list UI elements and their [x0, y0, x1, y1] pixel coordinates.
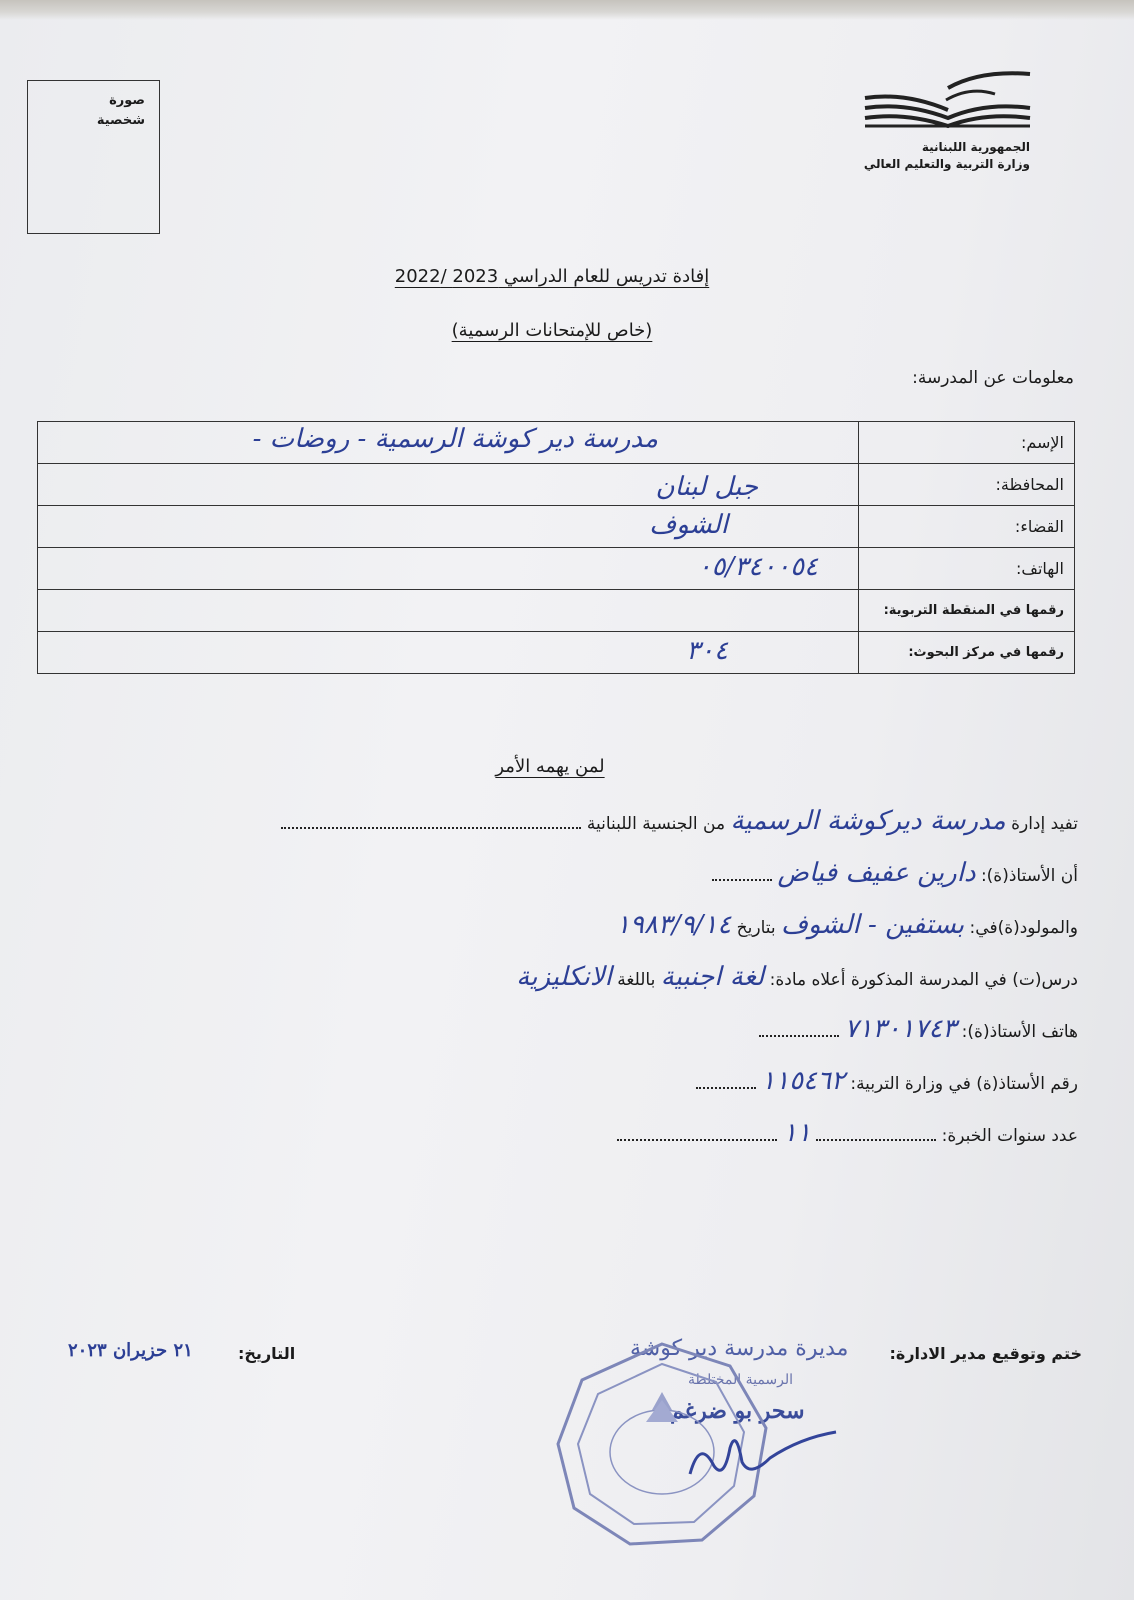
table-row: [38, 548, 1075, 590]
issuer-value: مدرسة ديركوشة الرسمية: [730, 806, 1006, 836]
ministry-number-prefix: رقم الأستاذ(ة) في وزارة التربية:: [850, 1074, 1078, 1094]
subject-value: لغة اجنبية: [660, 962, 765, 992]
statement-line-5: [759, 1014, 1078, 1044]
research-center-cell: [38, 632, 859, 674]
district-cell: [38, 506, 859, 548]
ministry-name: وزارة التربية والتعليم العالي: [863, 157, 1030, 171]
experience-prefix: عدد سنوات الخبرة:: [941, 1126, 1078, 1146]
district-label: القضاء:: [859, 506, 1075, 548]
to-whom-heading: لمن يهمه الأمر: [495, 756, 605, 777]
educational-zone-label: رقمها في المنقطة التربوية:: [859, 590, 1075, 632]
phone-cell: [38, 548, 859, 590]
dotted-line: [816, 1123, 936, 1141]
statement-line-2: [712, 858, 1078, 888]
page-top-shadow: [0, 0, 1134, 20]
table-row: [38, 422, 1075, 464]
dotted-line: [712, 863, 772, 881]
director-subtitle: الرسمية المختلطة: [688, 1372, 794, 1388]
governorate-value: جبل لبنان: [655, 472, 758, 502]
district-value: الشوف: [649, 510, 728, 540]
director-name: سحر بو ضرغم: [670, 1398, 805, 1424]
research-center-label: رقمها في مركز البحوث:: [859, 632, 1075, 674]
director-signature-mark: [680, 1418, 840, 1488]
subject-prefix: درس(ت) في المدرسة المذكورة أعلاه مادة:: [769, 970, 1078, 990]
birthplace-prefix: والمولود(ة)في:: [969, 918, 1078, 938]
school-name-label: الإسم:: [859, 422, 1075, 464]
table-row: [38, 464, 1075, 506]
document-title: إفادة تدريس للعام الدراسي 2023 /2022: [394, 266, 710, 287]
phone-label: الهاتف:: [859, 548, 1075, 590]
document-subtitle: (خاص للإمتحانات الرسمية): [451, 320, 653, 341]
date-value: ٢١ حزيران ٢٠٢٣: [68, 1340, 193, 1361]
country-name: الجمهورية اللبنانية: [921, 140, 1030, 154]
experience-value: ١١: [782, 1118, 811, 1148]
governorate-cell: [38, 464, 859, 506]
birthplace-value: بستفين - الشوف: [781, 910, 965, 940]
school-name-value: مدرسة دير كوشة الرسمية - روضات -: [252, 424, 658, 454]
governorate-label: المحافظة:: [859, 464, 1075, 506]
photo-box: [27, 80, 160, 234]
dotted-line: [617, 1123, 777, 1141]
ministry-number-value: ١١٥٤٦٢: [761, 1066, 845, 1096]
signature-label: ختم وتوقيع مدير الادارة:: [889, 1344, 1082, 1363]
birthdate-value: ١٩٨٣/٩/١٤: [615, 910, 732, 940]
date-label: التاريخ:: [238, 1344, 296, 1363]
teacher-phone-prefix: هاتف الأستاذ(ة):: [961, 1022, 1078, 1042]
statement-line-1: [281, 806, 1078, 836]
ministry-logo: [860, 68, 1060, 178]
photo-label: صورة: [109, 93, 145, 108]
director-title: مديرة مدرسة دير كوشة: [630, 1336, 849, 1361]
birthdate-label: بتاريخ: [736, 918, 776, 938]
school-info-table: [37, 421, 1075, 674]
teacher-prefix: أن الأستاذ(ة):: [980, 866, 1078, 886]
language-label: باللغة: [617, 970, 656, 990]
table-row: [38, 632, 1075, 674]
school-name-cell: [38, 422, 859, 464]
table-row: [38, 506, 1075, 548]
dotted-line: [696, 1071, 756, 1089]
dotted-line: [281, 811, 581, 829]
teacher-name-value: دارين عفيف فياض: [777, 858, 976, 888]
statement-line-7: [617, 1118, 1078, 1148]
statement-line-4: [516, 962, 1078, 992]
educational-zone-cell: [38, 590, 859, 632]
photo-label-2: شخصية: [96, 113, 145, 128]
research-center-value: ٣٠٤: [686, 636, 728, 666]
language-value: الانكليزية: [516, 962, 612, 992]
phone-value: ٠٥/٣٤٠٠٥٤: [697, 552, 818, 582]
dotted-line: [759, 1019, 839, 1037]
statement-line-6: [696, 1066, 1078, 1096]
table-row: [38, 590, 1075, 632]
nationality-text: من الجنسية اللبنانية: [586, 814, 726, 834]
school-info-heading: معلومات عن المدرسة:: [912, 368, 1074, 388]
statement-line-3: [616, 910, 1078, 940]
issuer-prefix: تفيد إدارة: [1011, 814, 1078, 834]
teacher-phone-value: ٧١٣٠١٧٤٣: [844, 1014, 957, 1044]
open-book-icon: [860, 68, 1040, 138]
